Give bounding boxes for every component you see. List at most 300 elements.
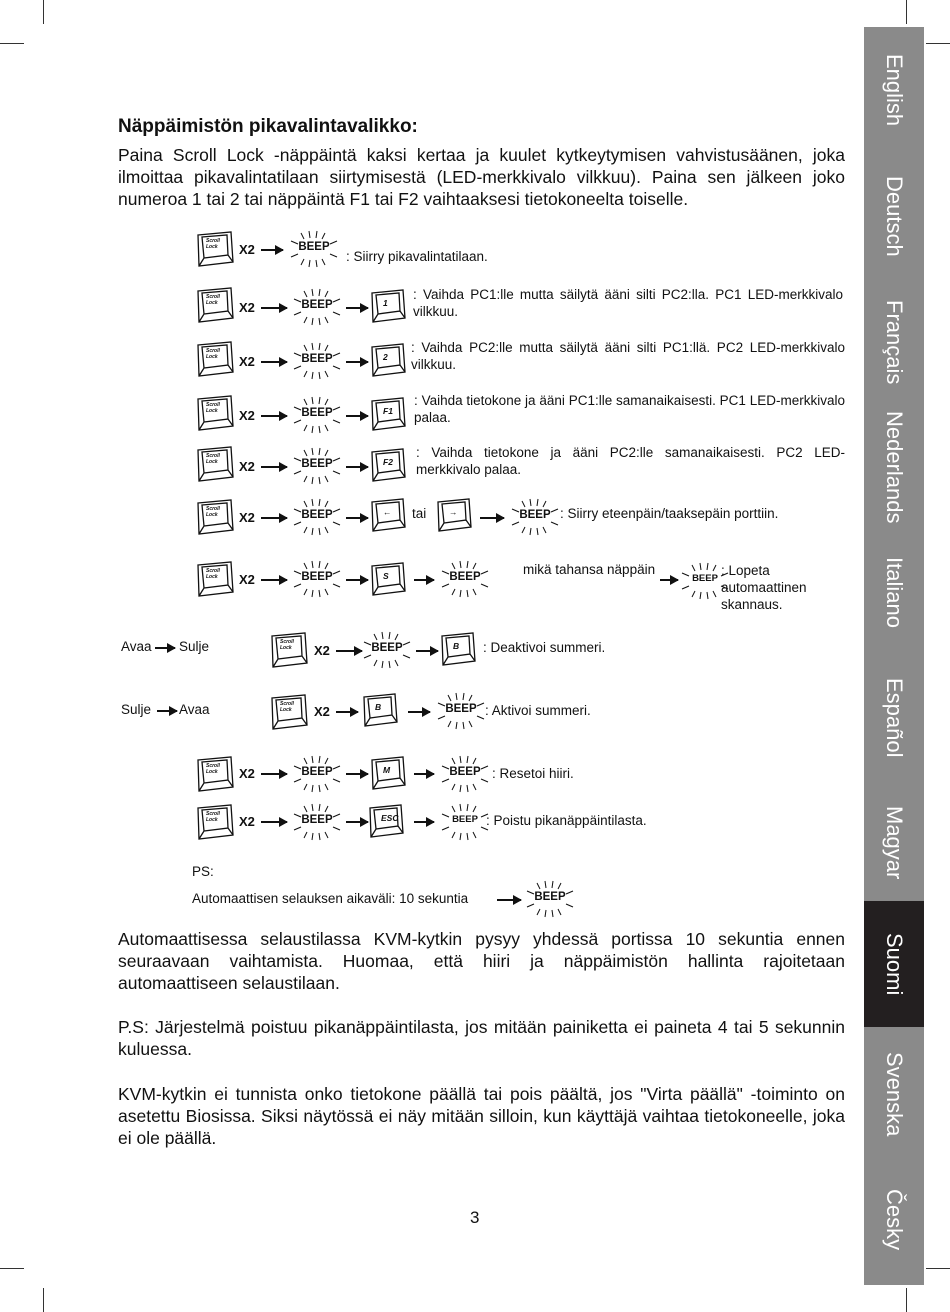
beep-text: BEEP — [692, 573, 718, 584]
beep-ray — [319, 448, 320, 455]
beep-icon — [290, 560, 344, 598]
beep-ray — [312, 785, 313, 792]
beep-icon — [290, 755, 344, 793]
beep-ray — [304, 527, 307, 533]
beep-text: BEEP — [301, 299, 333, 311]
x2-label: X2 — [239, 766, 255, 781]
beep-ray — [682, 586, 689, 589]
beep-ray — [460, 785, 461, 792]
beep-ray — [469, 695, 472, 701]
beep-text: BEEP — [301, 509, 333, 521]
beep-ray — [692, 565, 695, 571]
row-description: : Resetoi hiiri. — [492, 766, 574, 781]
scroll-lock-label: Lock — [280, 645, 292, 651]
beep-ray — [522, 501, 525, 507]
scroll-lock-label: Scroll — [206, 568, 220, 574]
beep-ray — [551, 522, 558, 525]
scroll-lock-key — [196, 341, 234, 377]
beep-ray — [294, 366, 301, 369]
beep-ray — [395, 634, 398, 640]
beep-ray — [566, 904, 573, 907]
x2-label: X2 — [239, 459, 255, 474]
beep-ray — [467, 561, 468, 568]
state-from-label: Avaa — [121, 639, 152, 654]
arrow-icon — [261, 466, 287, 468]
arrow-icon — [346, 307, 368, 309]
beep-icon — [290, 498, 344, 536]
crop-mark — [43, 0, 44, 24]
beep-ray — [294, 420, 301, 423]
beep-ray — [463, 722, 464, 729]
lang-label: Svenska — [882, 1051, 907, 1137]
hotkey-key — [370, 448, 406, 482]
scroll-lock-label: Scroll — [206, 453, 220, 459]
beep-ray — [304, 832, 307, 838]
hotkey-key — [370, 562, 406, 596]
beep-icon — [290, 803, 344, 841]
beep-ray — [456, 693, 457, 700]
beep-ray — [304, 291, 307, 297]
arrow-icon — [346, 773, 368, 775]
key-label: F2 — [383, 457, 393, 467]
scroll-lock-label: Lock — [206, 574, 218, 580]
beep-ray — [382, 661, 383, 668]
arrow-icon — [346, 415, 368, 417]
arrow-icon — [346, 821, 368, 823]
ps-paragraph: P.S: Järjestelmä poistuu pikanäppäintilasta, jos mitään painiketta ei paineta 4 tai 5 sekunnin kuluessa. — [118, 1017, 845, 1059]
crop-mark — [0, 43, 24, 44]
scroll-lock-label: Lock — [206, 459, 218, 465]
row-description: : Vaihda tietokone ja ääni PC2:lle samanaikaisesti. PC2 LED-merkkivalo palaa. — [416, 445, 845, 477]
beep-text: BEEP — [445, 703, 477, 715]
beep-ray — [374, 634, 377, 640]
arrow-icon — [261, 361, 287, 363]
beep-text: BEEP — [301, 814, 333, 826]
beep-ray — [473, 589, 476, 595]
beep-ray — [325, 291, 328, 297]
scroll-lock-label: Lock — [206, 817, 218, 823]
beep-ray — [309, 231, 310, 238]
beep-ray — [543, 501, 546, 507]
lang-label: Français — [882, 299, 907, 385]
row-description: : Siirry pikavalintatilaan. — [346, 249, 488, 264]
row-description: : Poistu pikanäppäintilasta. — [486, 813, 647, 828]
scroll-lock-label: Scroll — [280, 701, 294, 707]
arrow-icon — [414, 579, 434, 581]
arrow-icon — [660, 579, 678, 581]
beep-ray — [473, 758, 476, 764]
arrow-icon — [346, 517, 368, 519]
beep-ray — [558, 883, 561, 889]
beep-ray — [301, 233, 304, 239]
key-label: B — [375, 702, 382, 712]
lang-tab-cesky[interactable] — [864, 1157, 924, 1283]
beep-ray — [452, 784, 455, 790]
beep-ray — [448, 721, 451, 727]
arrow-icon — [414, 773, 434, 775]
beep-ray — [322, 259, 325, 265]
scroll-lock-key — [270, 632, 308, 668]
scroll-lock-label: Lock — [206, 512, 218, 518]
crop-mark — [0, 1268, 24, 1269]
beep-ray — [309, 260, 310, 267]
beep-ray — [452, 563, 455, 569]
beep-ray — [374, 660, 377, 666]
lang-label: Español — [882, 678, 907, 758]
x2-label: X2 — [314, 704, 330, 719]
hotkey-key — [370, 343, 406, 377]
crop-mark — [906, 0, 907, 24]
beep-ray — [319, 318, 320, 325]
lang-label: Magyar — [882, 806, 907, 880]
beep-ray — [382, 632, 383, 639]
beep-ray — [291, 254, 298, 257]
beep-ray — [294, 471, 301, 474]
beep-icon — [438, 803, 492, 841]
arrow-icon — [497, 899, 521, 901]
lang-tab-espanol[interactable] — [864, 655, 924, 781]
beep-ray — [452, 758, 455, 764]
beep-ray — [319, 756, 320, 763]
beep-ray — [473, 563, 476, 569]
arrow-icon — [408, 711, 430, 713]
beep-ray — [325, 589, 328, 595]
beep-ray — [312, 477, 313, 484]
row-description: : Lopeta automaattinen skannaus. — [721, 563, 807, 612]
beep-text: BEEP — [301, 458, 333, 470]
beep-ray — [325, 806, 328, 812]
scroll-lock-key — [196, 446, 234, 482]
beep-ray — [530, 499, 531, 506]
beep-ray — [319, 561, 320, 568]
keycap-outline — [372, 344, 405, 376]
lang-label: English — [882, 53, 907, 127]
beep-ray — [477, 716, 484, 719]
lang-tab-magyar[interactable] — [864, 780, 924, 906]
beep-ray — [442, 827, 449, 830]
lang-label: Deutsch — [882, 175, 907, 257]
beep-ray — [304, 501, 307, 507]
beep-ray — [312, 426, 313, 433]
beep-text: BEEP — [534, 891, 566, 903]
beep-ray — [438, 716, 445, 719]
beep-text: BEEP — [301, 766, 333, 778]
beep-text: BEEP — [301, 571, 333, 583]
arrow-icon — [336, 650, 362, 652]
arrow-icon — [346, 466, 368, 468]
row-description: : Aktivoi summeri. — [485, 703, 591, 718]
beep-ray — [319, 343, 320, 350]
lang-tab-nederlands[interactable] — [864, 404, 924, 530]
beep-ray — [442, 584, 449, 587]
beep-ray — [316, 260, 317, 267]
beep-ray — [319, 289, 320, 296]
beep-ray — [319, 372, 320, 379]
lang-tab-francais[interactable] — [864, 279, 924, 405]
beep-ray — [467, 833, 468, 840]
beep-ray — [473, 806, 476, 812]
beep-ray — [395, 660, 398, 666]
arrow-icon — [336, 711, 358, 713]
beep-ray — [325, 345, 328, 351]
x2-label: X2 — [239, 354, 255, 369]
beep-icon — [290, 342, 344, 380]
beep-ray — [452, 589, 455, 595]
beep-ray — [713, 591, 716, 597]
right-arrow-key — [436, 498, 472, 532]
beep-ray — [330, 254, 337, 257]
beep-ray — [467, 804, 468, 811]
beep-ray — [467, 785, 468, 792]
beep-text: BEEP — [301, 407, 333, 419]
beep-ray — [325, 832, 328, 838]
crop-mark — [926, 43, 950, 44]
arrow-icon — [346, 579, 368, 581]
beep-ray — [333, 779, 340, 782]
beep-ray — [312, 343, 313, 350]
beep-icon — [508, 498, 562, 536]
beep-ray — [312, 590, 313, 597]
beep-icon — [438, 560, 492, 598]
crop-mark — [926, 1268, 950, 1269]
scroll-lock-label: Scroll — [206, 348, 220, 354]
beep-ray — [460, 561, 461, 568]
beep-ray — [301, 259, 304, 265]
beep-ray — [512, 522, 519, 525]
crop-mark — [43, 1288, 44, 1312]
x2-label: X2 — [239, 572, 255, 587]
beep-ray — [473, 784, 476, 790]
arrow-icon — [261, 307, 287, 309]
beep-ray — [333, 312, 340, 315]
state-to-label: Sulje — [179, 639, 210, 654]
beep-ray — [304, 806, 307, 812]
beep-icon — [360, 631, 414, 669]
scroll-lock-key — [196, 231, 234, 267]
beep-text: BEEP — [449, 571, 481, 583]
scroll-lock-label: Scroll — [206, 811, 220, 817]
beep-ray — [325, 371, 328, 377]
scroll-lock-key — [196, 395, 234, 431]
scroll-lock-label: Scroll — [206, 506, 220, 512]
beep-ray — [700, 563, 701, 570]
lang-tab-deutsch[interactable] — [864, 153, 924, 279]
beep-ray — [325, 399, 328, 405]
beep-ray — [537, 883, 540, 889]
beep-ray — [304, 371, 307, 377]
lang-label: Suomi — [882, 932, 907, 996]
beep-text: BEEP — [298, 241, 330, 253]
scroll-lock-label: Scroll — [280, 639, 294, 645]
beep-ray — [312, 499, 313, 506]
beep-ray — [304, 399, 307, 405]
beep-ray — [312, 372, 313, 379]
x2-label: X2 — [239, 814, 255, 829]
beep-text: BEEP — [449, 766, 481, 778]
beep-ray — [319, 833, 320, 840]
beep-ray — [333, 420, 340, 423]
beep-icon — [438, 755, 492, 793]
lang-tab-italiano[interactable] — [864, 529, 924, 655]
scroll-lock-label: Lock — [206, 244, 218, 250]
beep-ray — [530, 528, 531, 535]
scroll-lock-key — [196, 804, 234, 840]
beep-ray — [552, 910, 553, 917]
key-label: B — [453, 641, 460, 651]
beep-ray — [312, 528, 313, 535]
beep-ray — [325, 425, 328, 431]
beep-ray — [304, 317, 307, 323]
scroll-lock-label: Scroll — [206, 294, 220, 300]
keycap-outline — [372, 290, 405, 322]
or-label: tai — [412, 506, 427, 521]
beep-ray — [552, 881, 553, 888]
beep-ray — [294, 522, 301, 525]
beep-ray — [707, 592, 708, 599]
arrow-icon — [261, 415, 287, 417]
beep-ray — [333, 522, 340, 525]
key-label: 1 — [383, 298, 388, 308]
beep-ray — [304, 425, 307, 431]
beep-ray — [460, 804, 461, 811]
beep-ray — [325, 784, 328, 790]
scroll-lock-label: Lock — [206, 769, 218, 775]
beep-icon — [434, 692, 488, 730]
beep-ray — [537, 499, 538, 506]
language-sidebar — [864, 27, 924, 1285]
arrow-icon — [261, 821, 287, 823]
crop-mark — [906, 1288, 907, 1312]
beep-ray — [312, 397, 313, 404]
key-label: ESC — [381, 813, 399, 823]
section-heading: Näppäimistön pikavalintavalikko: — [118, 116, 418, 137]
beep-ray — [325, 317, 328, 323]
beep-ray — [456, 722, 457, 729]
beep-ray — [304, 589, 307, 595]
beep-ray — [319, 477, 320, 484]
beep-ray — [304, 450, 307, 456]
intro-paragraph: Paina Scroll Lock -näppäintä kaksi kertaa ja kuulet kytkeytymisen vahvistusäänen, joka ilmoittaa pikavalintatilaan siirtymisestä (LED-merkkivalo vilkkuu). Paina sen jälkeen joko numeroa 1 tai 2 tai näppäintä F1 tai F2 vaihtaaksesi tietokoneelta toiselle. — [118, 145, 845, 209]
beep-ray — [333, 366, 340, 369]
row-description: : Vaihda PC2:lle mutta säilytä ääni silti PC1:llä. PC2 LED-merkkivalo vilkkuu. — [411, 340, 845, 372]
beep-ray — [312, 289, 313, 296]
beep-ray — [312, 756, 313, 763]
beep-ray — [325, 501, 328, 507]
key-label: 2 — [383, 352, 388, 362]
beep-ray — [319, 528, 320, 535]
beep-icon — [290, 447, 344, 485]
beep-ray — [707, 563, 708, 570]
beep-ray — [325, 527, 328, 533]
arrow-icon — [261, 579, 287, 581]
ps-text: Automaattisen selauksen aikaväli: 10 sekuntia — [192, 891, 469, 906]
beep-ray — [319, 804, 320, 811]
beep-ray — [700, 592, 701, 599]
arrow-icon — [261, 517, 287, 519]
beep-ray — [364, 655, 371, 658]
lang-tab-svenska[interactable] — [864, 1031, 924, 1157]
state-from-label: Sulje — [121, 702, 152, 717]
beep-ray — [537, 909, 540, 915]
beep-ray — [467, 590, 468, 597]
beep-ray — [543, 527, 546, 533]
scroll-lock-label: Scroll — [206, 238, 220, 244]
beep-ray — [452, 806, 455, 812]
beep-ray — [469, 721, 472, 727]
scroll-lock-key — [196, 756, 234, 792]
arrow-icon — [414, 821, 434, 823]
beep-ray — [692, 591, 695, 597]
beep-ray — [304, 784, 307, 790]
beep-ray — [403, 655, 410, 658]
beep-ray — [325, 450, 328, 456]
arrow-icon — [261, 249, 283, 251]
beep-ray — [322, 233, 325, 239]
beep-ray — [527, 904, 534, 907]
beep-ray — [304, 345, 307, 351]
arrow-icon — [155, 647, 175, 649]
beep-ray — [325, 758, 328, 764]
lang-label: Česky — [882, 1189, 907, 1251]
beep-ray — [463, 693, 464, 700]
beep-text: BEEP — [371, 642, 403, 654]
scroll-lock-key — [196, 561, 234, 597]
beep-ray — [537, 528, 538, 535]
arrow-icon — [346, 361, 368, 363]
hotkey-key — [362, 693, 398, 727]
beep-ray — [325, 563, 328, 569]
beep-ray — [304, 563, 307, 569]
left-arrow-key — [370, 498, 406, 532]
lang-tab-suomi[interactable] — [864, 901, 924, 1027]
beep-icon — [290, 288, 344, 326]
beep-ray — [319, 397, 320, 404]
arrow-icon — [261, 773, 287, 775]
lang-tab-english[interactable] — [864, 27, 924, 153]
bios-paragraph: KVM-kytkin ei tunnista onko tietokone päällä tai pois päältä, jos "Virta päällä" -toiminto on asetettu Biosissa. Siksi näytössä ei näy mitään silloin, kun käyttäjä vaihtaa tietokoneelle, joka ei ole päällä. — [118, 1084, 845, 1148]
scroll-lock-label: Lock — [206, 354, 218, 360]
key-label: → — [449, 507, 458, 517]
state-to-label: Avaa — [179, 702, 210, 717]
ps-label: PS: — [192, 864, 214, 879]
beep-ray — [294, 312, 301, 315]
beep-ray — [448, 695, 451, 701]
row-description: : Vaihda PC1:lle mutta säilytä ääni silti PC2:lla. PC1 LED-merkkivalo vilkkuu. — [413, 287, 843, 319]
beep-ray — [319, 426, 320, 433]
row-description: : Deaktivoi summeri. — [483, 640, 606, 655]
beep-ray — [442, 779, 449, 782]
x2-label: X2 — [239, 242, 255, 257]
beep-ray — [452, 832, 455, 838]
beep-ray — [304, 476, 307, 482]
beep-ray — [319, 590, 320, 597]
beep-icon — [290, 396, 344, 434]
beep-ray — [316, 231, 317, 238]
beep-ray — [312, 318, 313, 325]
hotkey-key — [370, 756, 406, 790]
beep-ray — [481, 584, 488, 587]
beep-ray — [460, 590, 461, 597]
beep-ray — [545, 910, 546, 917]
beep-text: BEEP — [452, 814, 478, 825]
key-label: F1 — [383, 406, 393, 416]
beep-ray — [319, 785, 320, 792]
beep-ray — [312, 833, 313, 840]
hotkey-key — [368, 804, 404, 838]
row-description: : Vaihda tietokone ja ääni PC1:lle samanaikaisesti. PC1 LED-merkkivalo palaa. — [414, 393, 845, 425]
scroll-lock-label: Scroll — [206, 402, 220, 408]
beep-ray — [389, 632, 390, 639]
